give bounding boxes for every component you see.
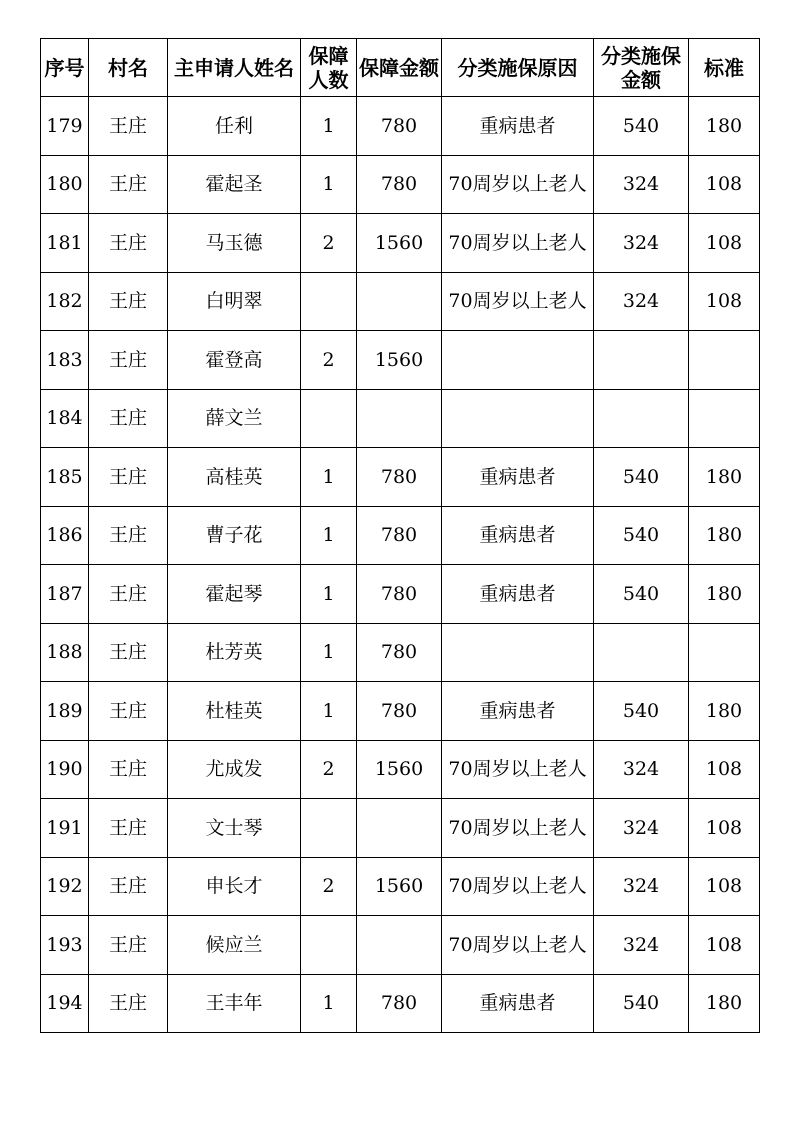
cell-village: 王庄: [89, 214, 168, 273]
cell-reason: 重病患者: [442, 974, 594, 1033]
table-row: [41, 389, 760, 448]
cell-amount: 780: [357, 97, 442, 156]
cell-persons: [301, 916, 357, 975]
table-row: [41, 331, 760, 390]
cell-class-amount: 324: [594, 155, 689, 214]
header-class-amount: 分类施保金额: [594, 39, 689, 97]
cell-applicant-name: 杜芳英: [168, 623, 301, 682]
cell-applicant-name: 霍起圣: [168, 155, 301, 214]
cell-seq: 194: [41, 974, 89, 1033]
cell-standard: 108: [689, 740, 760, 799]
header-standard: 标准: [689, 39, 760, 97]
cell-standard: 108: [689, 272, 760, 331]
cell-class-amount: [594, 389, 689, 448]
cell-village: 王庄: [89, 331, 168, 390]
cell-seq: 192: [41, 857, 89, 916]
cell-standard: [689, 389, 760, 448]
assistance-table: [40, 38, 760, 1033]
cell-reason: 重病患者: [442, 97, 594, 156]
header-seq: 序号: [41, 39, 89, 97]
cell-persons: 1: [301, 974, 357, 1033]
cell-amount: 780: [357, 565, 442, 624]
header-row: [41, 39, 760, 97]
cell-village: 王庄: [89, 155, 168, 214]
cell-class-amount: 540: [594, 506, 689, 565]
cell-seq: 189: [41, 682, 89, 741]
cell-persons: 1: [301, 623, 357, 682]
cell-standard: 108: [689, 916, 760, 975]
table-row: [41, 974, 760, 1033]
cell-amount: [357, 799, 442, 858]
cell-applicant-name: 申长才: [168, 857, 301, 916]
cell-standard: 108: [689, 155, 760, 214]
cell-applicant-name: 文士琴: [168, 799, 301, 858]
cell-class-amount: 540: [594, 565, 689, 624]
cell-amount: 780: [357, 506, 442, 565]
cell-reason: [442, 389, 594, 448]
cell-applicant-name: 霍登高: [168, 331, 301, 390]
cell-village: 王庄: [89, 916, 168, 975]
cell-class-amount: 324: [594, 740, 689, 799]
cell-reason: 70周岁以上老人: [442, 272, 594, 331]
cell-reason: 70周岁以上老人: [442, 857, 594, 916]
table-row: [41, 214, 760, 273]
table-row: [41, 857, 760, 916]
cell-village: 王庄: [89, 682, 168, 741]
cell-amount: 1560: [357, 214, 442, 273]
cell-persons: 1: [301, 448, 357, 507]
cell-standard: 108: [689, 214, 760, 273]
cell-reason: [442, 623, 594, 682]
cell-reason: 70周岁以上老人: [442, 799, 594, 858]
cell-seq: 180: [41, 155, 89, 214]
cell-standard: 180: [689, 448, 760, 507]
cell-standard: 180: [689, 97, 760, 156]
cell-reason: 70周岁以上老人: [442, 214, 594, 273]
cell-standard: [689, 623, 760, 682]
cell-standard: 108: [689, 799, 760, 858]
cell-class-amount: [594, 623, 689, 682]
cell-class-amount: 540: [594, 448, 689, 507]
cell-seq: 191: [41, 799, 89, 858]
cell-village: 王庄: [89, 565, 168, 624]
header-persons: 保障人数: [301, 39, 357, 97]
cell-seq: 182: [41, 272, 89, 331]
cell-village: 王庄: [89, 623, 168, 682]
cell-seq: 190: [41, 740, 89, 799]
cell-standard: 108: [689, 857, 760, 916]
cell-seq: 187: [41, 565, 89, 624]
cell-standard: 180: [689, 682, 760, 741]
cell-amount: 1560: [357, 857, 442, 916]
header-applicant-name: 主申请人姓名: [168, 39, 301, 97]
cell-persons: 1: [301, 682, 357, 741]
cell-class-amount: 324: [594, 857, 689, 916]
cell-reason: 70周岁以上老人: [442, 740, 594, 799]
cell-applicant-name: 尤成发: [168, 740, 301, 799]
cell-reason: 重病患者: [442, 682, 594, 741]
cell-amount: 780: [357, 448, 442, 507]
cell-applicant-name: 白明翠: [168, 272, 301, 331]
table-row: [41, 448, 760, 507]
cell-seq: 188: [41, 623, 89, 682]
cell-standard: 180: [689, 974, 760, 1033]
cell-persons: 2: [301, 857, 357, 916]
cell-persons: 1: [301, 506, 357, 565]
cell-reason: 70周岁以上老人: [442, 916, 594, 975]
cell-standard: 180: [689, 565, 760, 624]
cell-seq: 183: [41, 331, 89, 390]
cell-amount: 1560: [357, 331, 442, 390]
cell-class-amount: 324: [594, 799, 689, 858]
header-amount: 保障金额: [357, 39, 442, 97]
cell-reason: [442, 331, 594, 390]
cell-applicant-name: 候应兰: [168, 916, 301, 975]
cell-class-amount: 540: [594, 682, 689, 741]
table-row: [41, 623, 760, 682]
cell-standard: [689, 331, 760, 390]
cell-standard: 180: [689, 506, 760, 565]
cell-persons: [301, 389, 357, 448]
cell-seq: 193: [41, 916, 89, 975]
table-row: [41, 916, 760, 975]
cell-persons: [301, 272, 357, 331]
cell-amount: 1560: [357, 740, 442, 799]
cell-persons: 2: [301, 214, 357, 273]
cell-class-amount: 324: [594, 916, 689, 975]
cell-village: 王庄: [89, 389, 168, 448]
cell-reason: 重病患者: [442, 448, 594, 507]
cell-persons: 2: [301, 331, 357, 390]
table-row: [41, 565, 760, 624]
cell-amount: [357, 389, 442, 448]
cell-class-amount: 540: [594, 974, 689, 1033]
cell-class-amount: 324: [594, 272, 689, 331]
cell-village: 王庄: [89, 857, 168, 916]
cell-reason: 70周岁以上老人: [442, 155, 594, 214]
cell-seq: 181: [41, 214, 89, 273]
cell-amount: [357, 916, 442, 975]
cell-applicant-name: 王丰年: [168, 974, 301, 1033]
table-row: [41, 740, 760, 799]
cell-amount: 780: [357, 682, 442, 741]
cell-village: 王庄: [89, 506, 168, 565]
cell-reason: 重病患者: [442, 506, 594, 565]
cell-amount: 780: [357, 155, 442, 214]
table-row: [41, 682, 760, 741]
cell-amount: [357, 272, 442, 331]
cell-applicant-name: 杜桂英: [168, 682, 301, 741]
cell-persons: 1: [301, 97, 357, 156]
table-row: [41, 506, 760, 565]
cell-applicant-name: 霍起琴: [168, 565, 301, 624]
cell-seq: 185: [41, 448, 89, 507]
table-row: [41, 97, 760, 156]
cell-applicant-name: 任利: [168, 97, 301, 156]
cell-persons: 1: [301, 155, 357, 214]
header-reason: 分类施保原因: [442, 39, 594, 97]
table-row: [41, 155, 760, 214]
cell-village: 王庄: [89, 799, 168, 858]
cell-amount: 780: [357, 974, 442, 1033]
cell-persons: 1: [301, 565, 357, 624]
cell-village: 王庄: [89, 448, 168, 507]
table-row: [41, 799, 760, 858]
header-village: 村名: [89, 39, 168, 97]
cell-applicant-name: 马玉德: [168, 214, 301, 273]
table-row: [41, 272, 760, 331]
cell-village: 王庄: [89, 974, 168, 1033]
cell-class-amount: [594, 331, 689, 390]
cell-persons: 2: [301, 740, 357, 799]
cell-applicant-name: 薛文兰: [168, 389, 301, 448]
cell-seq: 179: [41, 97, 89, 156]
cell-class-amount: 324: [594, 214, 689, 273]
cell-applicant-name: 高桂英: [168, 448, 301, 507]
cell-class-amount: 540: [594, 97, 689, 156]
cell-seq: 184: [41, 389, 89, 448]
cell-village: 王庄: [89, 272, 168, 331]
cell-reason: 重病患者: [442, 565, 594, 624]
cell-village: 王庄: [89, 97, 168, 156]
cell-applicant-name: 曹子花: [168, 506, 301, 565]
cell-village: 王庄: [89, 740, 168, 799]
cell-seq: 186: [41, 506, 89, 565]
cell-persons: [301, 799, 357, 858]
cell-amount: 780: [357, 623, 442, 682]
